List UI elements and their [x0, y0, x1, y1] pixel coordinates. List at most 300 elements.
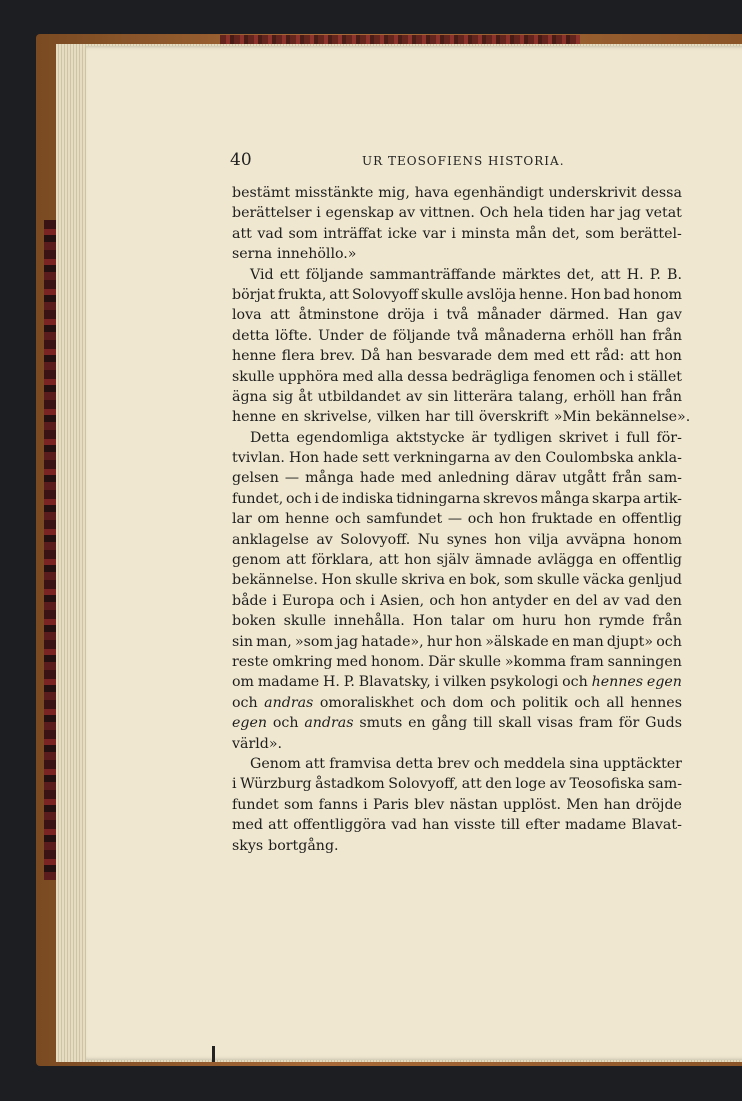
word: utbildandet	[317, 388, 401, 405]
word: Asien,	[380, 592, 425, 609]
margin-mark	[212, 1046, 215, 1062]
word: för	[618, 715, 640, 732]
word: lar	[232, 511, 252, 528]
word: anledning	[437, 470, 510, 487]
word: skulle	[537, 572, 580, 589]
word: offentliggöra	[293, 817, 387, 834]
word: skulle	[232, 368, 275, 385]
word: brev	[437, 755, 470, 772]
word: andras	[304, 715, 354, 732]
word: sina	[569, 755, 599, 772]
word: med	[336, 653, 368, 670]
word: djupt»	[606, 633, 654, 650]
word: i	[433, 307, 438, 324]
word: skulle	[420, 286, 464, 303]
word: Hon	[321, 572, 352, 589]
text-line	[232, 632, 682, 652]
word: att	[329, 286, 350, 303]
word: bekännelse».	[595, 409, 691, 426]
word: vad	[257, 225, 283, 242]
word: litterära	[453, 388, 514, 405]
word: utgått	[562, 470, 607, 487]
word: börjat	[232, 286, 275, 303]
word: Hon	[570, 286, 601, 303]
word: B.	[667, 266, 682, 283]
word: avslöja	[466, 286, 517, 303]
word: en	[448, 572, 467, 589]
word: till	[454, 409, 474, 426]
word: hade	[323, 450, 359, 467]
word: madame	[257, 674, 320, 691]
text-line	[232, 387, 682, 407]
word: Hon	[412, 613, 443, 630]
word: lova	[232, 307, 262, 324]
text-line	[232, 407, 691, 427]
word: hava	[414, 185, 449, 201]
word: artik-	[643, 490, 682, 507]
word: Och	[479, 205, 509, 222]
word: gav	[656, 307, 682, 324]
word: madame	[564, 817, 627, 834]
word: hennes	[591, 674, 644, 691]
word: minsta	[461, 225, 510, 242]
word: att	[270, 307, 290, 324]
word: berättel-	[620, 225, 682, 242]
word: synes	[446, 531, 487, 548]
word: är	[471, 429, 487, 446]
word: skrevos	[482, 490, 538, 507]
word: avlägga	[537, 552, 594, 569]
text-line	[232, 244, 682, 264]
text-line	[232, 468, 682, 488]
word: innehålla.	[333, 613, 405, 630]
text-line	[232, 346, 682, 366]
word: värld».	[232, 735, 283, 752]
word: omoraliskhet	[319, 694, 414, 711]
text-line	[232, 265, 682, 285]
word: mig,	[378, 185, 410, 201]
word: boken	[232, 613, 276, 630]
word: framvisa	[329, 755, 392, 772]
word: »älskade	[485, 633, 549, 650]
word: av	[602, 592, 620, 609]
word: —	[284, 470, 300, 487]
word: skall	[498, 715, 532, 732]
word: reste	[232, 653, 269, 670]
word: henne	[232, 409, 277, 426]
word: Han	[617, 307, 648, 324]
word: och	[339, 592, 366, 609]
word: om	[492, 613, 515, 630]
word: Würzburg	[240, 776, 312, 793]
word: hon	[404, 552, 432, 569]
word: vilken	[443, 674, 487, 691]
text-line	[232, 550, 682, 570]
word: både	[232, 592, 268, 609]
word: Teosofiska	[569, 776, 645, 793]
word: hon	[494, 531, 522, 548]
word: i	[370, 592, 375, 609]
word: med	[232, 817, 263, 834]
word: aktstycke	[395, 429, 465, 446]
word: all	[606, 694, 624, 711]
word: i	[272, 592, 277, 609]
word: genljud	[628, 572, 682, 589]
word: samfundet	[366, 511, 443, 528]
word: innehöllo.»	[277, 246, 357, 263]
word: väcka	[583, 572, 625, 589]
word: de	[369, 327, 387, 344]
word: detta	[395, 755, 434, 772]
word: i	[434, 674, 440, 691]
word: som	[504, 572, 534, 589]
word: egendomliga	[296, 429, 390, 446]
word: dem	[497, 348, 529, 365]
word: omkring	[272, 653, 333, 670]
word: bedrägliga	[451, 368, 530, 385]
word: därav	[515, 470, 557, 487]
word: Då	[360, 348, 381, 365]
word: tvivlan.	[232, 450, 285, 467]
word: månaderna	[484, 327, 566, 344]
word: följande	[305, 266, 364, 283]
word: den	[485, 776, 512, 793]
word: det,	[552, 225, 580, 242]
word: att	[461, 776, 482, 793]
text-line	[232, 795, 682, 815]
word: två	[446, 307, 469, 324]
word: Guds	[645, 715, 682, 732]
text-line	[232, 509, 682, 529]
word: åt	[298, 388, 313, 405]
word: gelsen	[232, 470, 279, 487]
word: alla	[377, 368, 404, 385]
text-line	[232, 285, 682, 305]
word: två	[456, 327, 479, 344]
word: och	[574, 694, 600, 711]
word: Nu	[417, 531, 440, 548]
word: dröjde	[635, 796, 682, 813]
word: egen	[232, 715, 268, 732]
word: hela	[513, 205, 544, 222]
word: som	[284, 796, 314, 813]
word: dom	[452, 694, 484, 711]
word: loge	[515, 776, 546, 793]
word: han	[620, 388, 648, 405]
word: bortgång.	[268, 837, 339, 854]
word: fram	[578, 715, 613, 732]
word: av	[405, 388, 423, 405]
word: att	[629, 348, 650, 365]
word: skulle	[458, 653, 502, 670]
word: fram	[569, 653, 604, 670]
text-line	[232, 591, 682, 611]
word: för-	[656, 429, 682, 446]
word: bad	[603, 286, 631, 303]
word: sig	[272, 388, 294, 405]
word: H.	[626, 266, 644, 283]
word: hon	[564, 613, 591, 630]
word: att	[286, 552, 306, 569]
word: med	[400, 470, 432, 487]
word: Coulombska	[545, 450, 634, 467]
word: att	[232, 225, 252, 242]
word: dessa	[641, 185, 682, 201]
word: den	[514, 450, 542, 467]
word: hatade»,	[361, 633, 424, 650]
word: icke	[387, 225, 418, 242]
word: fruktade	[531, 511, 593, 528]
word: från	[612, 470, 642, 487]
word: och	[467, 511, 494, 528]
word: visste	[454, 817, 496, 834]
word: han	[619, 327, 647, 344]
word: stället	[637, 368, 682, 385]
word: en	[408, 715, 426, 732]
word: att	[305, 755, 325, 772]
word: bekännelse.	[232, 572, 318, 589]
word: Detta	[250, 429, 290, 446]
word: politik	[522, 694, 568, 711]
word: henne.	[519, 286, 568, 303]
word: upplöst.	[503, 796, 561, 813]
word: var	[422, 225, 446, 242]
word: som	[585, 225, 615, 242]
word: hur	[426, 633, 452, 650]
text-line	[232, 713, 682, 733]
text-line	[232, 448, 682, 468]
word: erhöll	[573, 388, 616, 405]
word: Genom	[250, 755, 301, 772]
word: bok,	[469, 572, 501, 589]
word: av	[549, 776, 566, 793]
word: flera	[281, 348, 315, 365]
word: bestämt	[232, 185, 291, 201]
word: genom	[232, 552, 281, 569]
word: frukta,	[277, 286, 327, 303]
word: Men	[566, 796, 599, 813]
word: hon	[655, 348, 682, 365]
text-line	[232, 774, 682, 794]
word: en	[598, 552, 617, 569]
word: antyder	[492, 592, 548, 609]
running-head: UR TEOSOFIENS HISTORIA.	[362, 154, 565, 168]
word: och	[656, 633, 682, 650]
word: överskrift	[478, 409, 549, 426]
word: en	[281, 409, 299, 426]
word: av	[316, 531, 333, 548]
word: löfte.	[275, 327, 313, 344]
word: i	[614, 429, 620, 446]
word: den	[655, 592, 682, 609]
text-line	[232, 203, 682, 223]
word: honom.	[371, 653, 425, 670]
word: tiden	[548, 205, 586, 222]
word: sanningen	[607, 653, 682, 670]
word: meddela	[503, 755, 566, 772]
word: till	[500, 817, 520, 834]
word: P.	[649, 266, 661, 283]
word: vad	[624, 592, 651, 609]
word: hon	[455, 633, 482, 650]
word: av	[398, 205, 416, 222]
word: hennes	[630, 694, 682, 711]
word: jag	[618, 205, 641, 222]
word: ett	[570, 348, 590, 365]
word: i	[363, 796, 368, 813]
word: och	[599, 368, 625, 385]
word: detta	[232, 327, 270, 344]
text-line	[232, 836, 682, 856]
word: »komma	[504, 653, 567, 670]
word: Där	[428, 653, 455, 670]
word: inträffat	[323, 225, 383, 242]
text-line	[232, 428, 682, 448]
word: åstadkom	[315, 776, 385, 793]
word: vad	[391, 817, 417, 834]
word: efter	[525, 817, 560, 834]
word: från	[652, 613, 682, 630]
word: av	[494, 450, 511, 467]
word: märktes	[502, 266, 561, 283]
word: skriva	[401, 572, 445, 589]
text-line	[232, 672, 682, 692]
word: sin	[232, 633, 253, 650]
word: henne	[232, 348, 277, 365]
word: —	[447, 511, 463, 528]
word: en	[551, 633, 570, 650]
text-line	[232, 224, 682, 244]
word: verkningarna	[393, 450, 490, 467]
word: sam-	[647, 470, 682, 487]
text-line	[232, 183, 682, 203]
word: smuts	[359, 715, 403, 732]
word: vittnen.	[419, 205, 475, 222]
text-line	[232, 489, 682, 509]
word: att	[268, 817, 289, 834]
word: brev.	[320, 348, 356, 365]
word: till	[473, 715, 493, 732]
word: nästan	[449, 796, 498, 813]
word: själv	[436, 552, 470, 569]
word: offentlig	[621, 552, 682, 569]
word: fundet	[232, 796, 279, 813]
word: en	[598, 511, 617, 528]
word: besvarade	[418, 348, 492, 365]
word: har	[589, 205, 615, 222]
word: Vid	[250, 266, 274, 283]
word: misstänkte	[294, 185, 374, 201]
word: förklara,	[311, 552, 374, 569]
word: underskrivit	[548, 185, 637, 201]
word: i	[314, 490, 319, 507]
word: P.	[343, 674, 355, 691]
word: vilja	[528, 531, 559, 548]
word: upptäckter	[603, 755, 682, 772]
word: om	[232, 674, 254, 691]
word: Blavat-	[631, 817, 682, 834]
text-line	[232, 611, 682, 631]
word: ankla-	[637, 450, 682, 467]
word: skulle	[355, 572, 398, 589]
word: har	[425, 409, 450, 426]
word: egenskap	[325, 205, 394, 222]
word: följande	[392, 327, 451, 344]
word: erhöll	[571, 327, 614, 344]
word: honom	[633, 286, 682, 303]
word: en	[552, 592, 571, 609]
page-number: 40	[230, 150, 252, 170]
word: sett	[362, 450, 390, 467]
word: Solovyoff.	[340, 531, 411, 548]
word: sam-	[648, 776, 682, 793]
word: Europa	[281, 592, 335, 609]
word: dröja	[387, 307, 425, 324]
word: skarpa	[591, 490, 641, 507]
word: i	[628, 368, 634, 385]
word: upphöra	[278, 368, 339, 385]
word: honom	[633, 531, 682, 548]
word: skrivelse,	[303, 409, 373, 426]
word: jag	[336, 633, 359, 650]
word: Blavatsky,	[358, 674, 431, 691]
word: tidningarna	[396, 490, 481, 507]
word: tydligen	[493, 429, 552, 446]
word: ämnade	[474, 552, 532, 569]
word: andras	[264, 694, 314, 711]
text-line	[232, 367, 682, 387]
word: blev	[414, 796, 445, 813]
word: »som	[294, 633, 333, 650]
word: egenhändigt	[453, 185, 544, 201]
word: han	[385, 348, 413, 365]
word: Under	[318, 327, 364, 344]
word: med	[342, 368, 374, 385]
text-line	[232, 815, 682, 835]
word: talar	[450, 613, 485, 630]
word: åtminstone	[298, 307, 379, 324]
word: talang,	[518, 388, 569, 405]
text-line	[232, 570, 682, 590]
word: många	[540, 490, 590, 507]
text-line	[232, 754, 682, 774]
word: fanns	[318, 796, 358, 813]
word: man	[572, 633, 604, 650]
word: indiska	[341, 490, 394, 507]
word: offentlig	[621, 511, 682, 528]
word: skys	[232, 837, 264, 854]
word: i	[316, 205, 321, 222]
word: och	[272, 715, 299, 732]
word: Paris	[373, 796, 409, 813]
word: fundet,	[232, 490, 284, 507]
word: om	[257, 511, 280, 528]
word: skrivet	[558, 429, 609, 446]
word: serna	[232, 246, 273, 263]
word: därmed.	[549, 307, 610, 324]
word: hon	[460, 592, 487, 609]
word: månader	[477, 307, 541, 324]
word: vilken	[377, 409, 421, 426]
word: skulle	[283, 613, 327, 630]
word: mån	[515, 225, 547, 242]
word: Solovyoff	[352, 286, 419, 303]
text-line	[232, 530, 682, 550]
word: gång	[431, 715, 468, 732]
word: att	[378, 552, 399, 569]
word: han	[422, 817, 449, 834]
word: och	[285, 490, 312, 507]
